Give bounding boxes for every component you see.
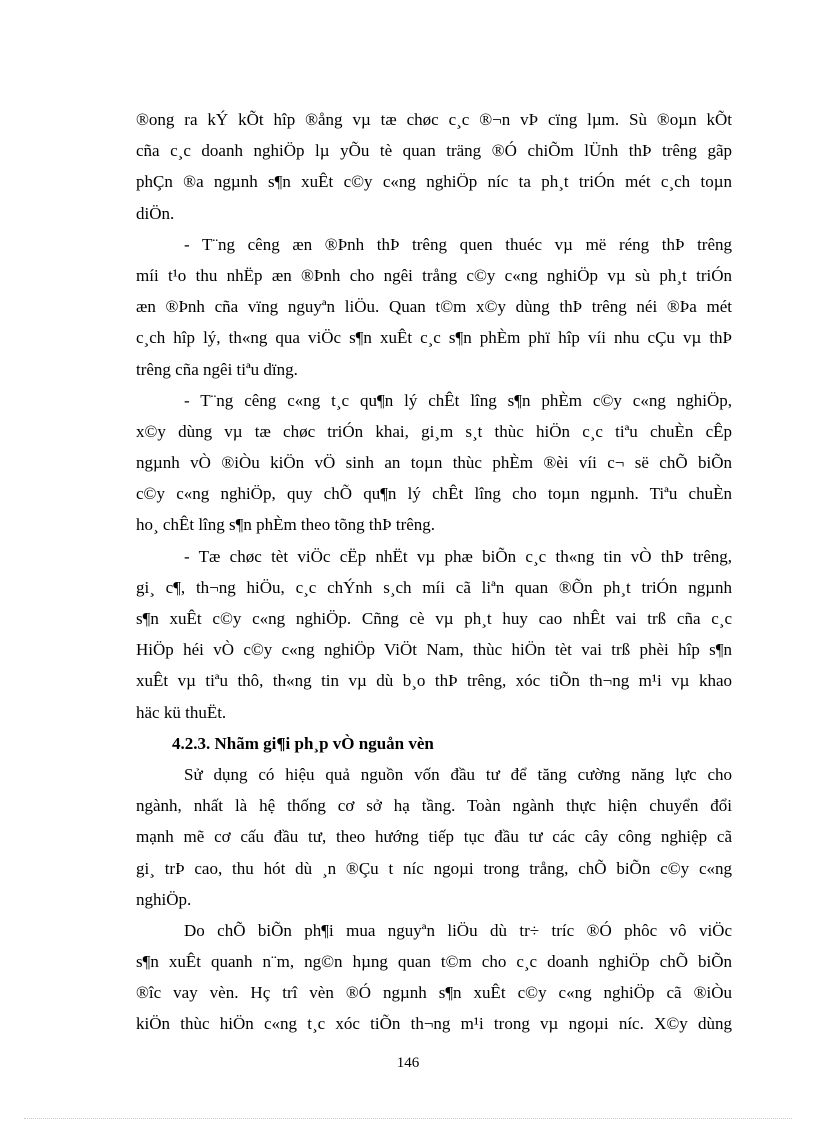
text-line: - T¨ng cêng c«ng t¸c qu¶n lý chÊt lîng s¶n phÈm c©y c«ng nghiÖp, (184, 390, 732, 410)
paragraph-6 (136, 915, 732, 1040)
text-line: ®ong ra kÝ kÕt hîp ®ång vµ tæ chøc c¸c ®¬n vÞ cïng lµm. Sù ®oµn kÕt (136, 110, 732, 129)
text-line: - T¨ng cêng æn ®Þnh thÞ trêng quen thuéc vµ më réng thÞ trêng (184, 234, 732, 254)
text-line: c©y c«ng nghiÖp, quy chÕ qu¶n lý chÊt lîng cho toµn ngµnh. Tiªu chuÈn (136, 484, 732, 504)
text-line: diÖn. (136, 203, 175, 223)
text-line: ngành, nhất là hệ thống cơ sở hạ tầng. Toàn ngành thực hiện chuyển đổi (136, 796, 732, 816)
section-heading: 4.2.3. Nhãm gi¶i ph¸p vÒ nguån vèn (172, 733, 434, 753)
text-line: gi¸ c¶, th¬ng hiÖu, c¸c chÝnh s¸ch míi cã liªn quan ®Õn ph¸t triÓn ngµnh (136, 577, 732, 597)
text-line: æn ®Þnh cña vïng nguyªn liÖu. Quan t©m x©y dùng thÞ trêng néi ®Þa mét (136, 297, 732, 317)
text-line: nghiÖp. (136, 889, 192, 909)
paragraph-3 (136, 385, 732, 541)
text-line: c¸ch hîp lý, th«ng qua viÖc s¶n xuÊt c¸c s¶n phÈm phï hîp víi nhu cÇu vµ thÞ (136, 328, 732, 348)
paragraph-2 (136, 229, 732, 385)
text-line: trêng cña ngêi tiªu dïng. (136, 359, 298, 379)
text-line: kiÖn thùc hiÖn c«ng t¸c xóc tiÕn th¬ng m¹i trong vµ ngoµi níc. X©y dùng (136, 1014, 732, 1034)
text-line: s¶n xuÊt quanh n¨m, ng©n hµng quan t©m cho c¸c doanh nghiÖp chÕ biÕn (136, 952, 732, 972)
text-line: ho¸ chÊt lîng s¶n phÈm theo tõng thÞ trêng. (136, 515, 436, 535)
paragraph-1 (136, 104, 732, 229)
text-line: s¶n xuÊt c©y c«ng nghiÖp. Cñng cè vµ ph¸t huy cao nhÊt vai trß cña c¸c (136, 609, 732, 628)
text-line: phÇn ®a ngµnh s¶n xuÊt c©y c«ng nghiÖp níc ta ph¸t triÓn mét c¸ch toµn (136, 172, 732, 192)
text-line: Do chÕ biÕn ph¶i mua nguyªn liÖu dù tr÷ tríc ®Ó phôc vô viÖc (184, 920, 732, 940)
text-line: cña c¸c doanh nghiÖp lµ yÕu tè quan träng ®Ó chiÕm lÜnh thÞ trêng gãp (136, 141, 732, 161)
document-body (136, 104, 732, 1040)
text-line: míi t¹o thu nhËp æn ®Þnh cho ngêi trång c©y c«ng nghiÖp vµ sù ph¸t triÓn (136, 265, 732, 285)
page-number: 146 (396, 1055, 420, 1071)
text-line: xuÊt vµ tiªu thô, th«ng tin vµ dù b¸o thÞ trêng, xóc tiÕn th¬ng m¹i vµ khao (136, 671, 732, 691)
text-line: HiÖp héi vÒ c©y c«ng nghiÖp ViÖt Nam, thùc hiÖn tèt vai trß phèi hîp s¶n (136, 640, 732, 660)
text-line: - Tæ chøc tèt viÖc cËp nhËt vµ phæ biÕn c¸c th«ng tin vÒ thÞ trêng, (184, 546, 732, 566)
text-line: ngµnh vÒ ®iÒu kiÖn vÖ sinh an toµn thùc phÈm ®èi víi c¬ së chÕ biÕn (136, 453, 732, 473)
text-line: x©y dùng vµ tæ chøc triÓn khai, gi¸m s¸t thùc hiÖn c¸c tiªu chuÈn cÊp (136, 421, 732, 441)
text-line: häc kü thuËt. (136, 702, 227, 722)
text-line: Sử dụng có hiệu quả nguồn vốn đầu tư để tăng cường năng lực cho (184, 764, 732, 784)
text-line: mạnh mẽ cơ cấu đầu tư, theo hướng tiếp tục đầu tư các cây công nghiệp cã (136, 827, 732, 847)
page-bottom-border (24, 1118, 792, 1119)
paragraph-5 (136, 759, 732, 915)
text-line: gi¸ trÞ cao, thu hót dù ¸n ®Çu t níc ngoµi trong trång, chÕ biÕn c©y c«ng (136, 858, 732, 878)
text-line: ®îc vay vèn. Hç trî vèn ®Ó ngµnh s¶n xuÊt c©y c«ng nghiÖp cã ®iÒu (136, 983, 732, 1003)
paragraph-4 (136, 541, 732, 728)
